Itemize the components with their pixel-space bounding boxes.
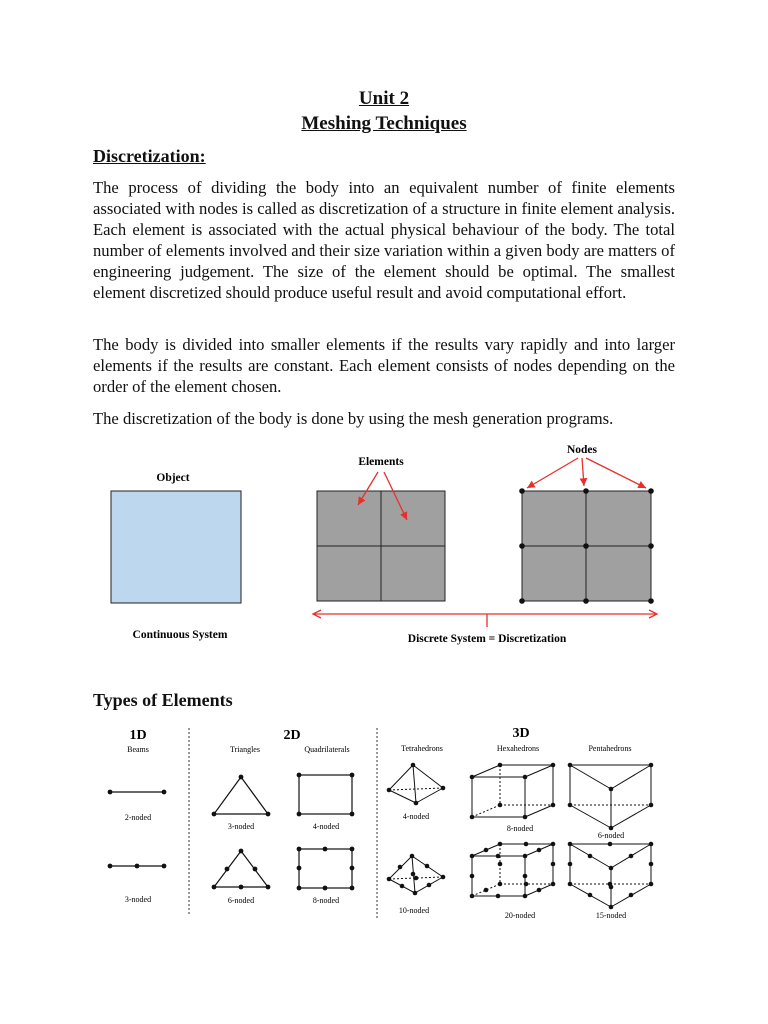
section-heading-discretization: Discretization: bbox=[93, 146, 206, 166]
beam-2-label: 2-noded bbox=[124, 813, 152, 822]
quad-8-noded bbox=[297, 847, 355, 891]
elements-arrow-right bbox=[384, 472, 407, 520]
beam-2-noded bbox=[108, 790, 167, 795]
pentahedrons-label: Pentahedrons bbox=[588, 744, 632, 753]
nodes-label: Nodes bbox=[566, 444, 598, 456]
tet-10-label: 10-noded bbox=[398, 906, 430, 915]
nodes-arrow-mid bbox=[582, 458, 584, 486]
elements-label: Elements bbox=[358, 456, 404, 468]
elements-arrow-left bbox=[358, 472, 378, 505]
quad-8-label: 8-noded bbox=[312, 896, 340, 905]
triangles-label: Triangles bbox=[230, 745, 260, 754]
object-square bbox=[111, 491, 241, 603]
pent-6-label: 6-noded bbox=[597, 831, 625, 840]
nodes-arrow-right bbox=[586, 458, 646, 488]
beam-3-label: 3-noded bbox=[124, 895, 152, 904]
hex-8-label: 8-noded bbox=[506, 824, 534, 833]
hexahedrons-label: Hexahedrons bbox=[496, 744, 540, 753]
object-label: Object bbox=[156, 472, 190, 484]
hex-20-label: 20-noded bbox=[504, 911, 536, 920]
paragraph-1: The process of dividing the body into an equivalent number of finite elements associated with nodes is called as discretization of a structure in finite element analysis. Each element is associated with the actual physical behaviour of the body. The total number of elements involved and their size variation within a given body are matters of engineering judgement. The size of the element should be optimal. The smallest element discretized should produce useful result and avoid computational effort. bbox=[93, 178, 675, 302]
triangle-6-noded bbox=[212, 849, 271, 890]
pent-15-label: 15-noded bbox=[595, 911, 627, 920]
section-heading-types: Types of Elements bbox=[93, 690, 233, 710]
node-dots bbox=[519, 488, 654, 604]
tet-4-label: 4-noded bbox=[402, 812, 430, 821]
discrete-system-label: Discrete System = Discretization bbox=[407, 633, 567, 645]
hexa-20-noded bbox=[470, 842, 556, 899]
tetrahedrons-label: Tetrahedrons bbox=[401, 744, 443, 753]
nodes-mesh bbox=[522, 491, 651, 601]
hexa-8-noded bbox=[470, 763, 556, 820]
paragraph-3: The discretization of the body is done by using the mesh generation programs. bbox=[93, 409, 614, 428]
dim-1d-label: 1D bbox=[129, 728, 147, 743]
dim-3d-label: 3D bbox=[512, 726, 530, 741]
penta-6-noded bbox=[568, 763, 654, 831]
triangle-3-noded bbox=[212, 775, 271, 817]
page-title: Meshing Techniques bbox=[301, 113, 467, 134]
elements-mesh bbox=[317, 491, 445, 601]
tetra-10-noded bbox=[387, 854, 446, 896]
beam-3-noded bbox=[108, 864, 167, 869]
tetra-4-noded bbox=[387, 763, 446, 806]
paragraph-2: The body is divided into smaller elements if the results vary rapidly and into larger elements if the results are constant. Each element consists of nodes depending on the order of the element chosen. bbox=[93, 335, 675, 396]
penta-15-noded bbox=[568, 842, 654, 910]
quad-4-noded bbox=[297, 773, 355, 817]
unit-title: Unit 2 bbox=[358, 88, 410, 109]
nodes-arrow-left bbox=[527, 458, 578, 488]
dim-2d-label: 2D bbox=[283, 728, 301, 743]
quad-4-label: 4-noded bbox=[312, 822, 340, 831]
tri-3-label: 3-noded bbox=[227, 822, 255, 831]
continuous-system-label: Continuous System bbox=[132, 629, 228, 641]
quadrilaterals-label: Quadrilaterals bbox=[304, 745, 350, 754]
tri-6-label: 6-noded bbox=[227, 896, 255, 905]
beams-label: Beams bbox=[127, 745, 149, 754]
